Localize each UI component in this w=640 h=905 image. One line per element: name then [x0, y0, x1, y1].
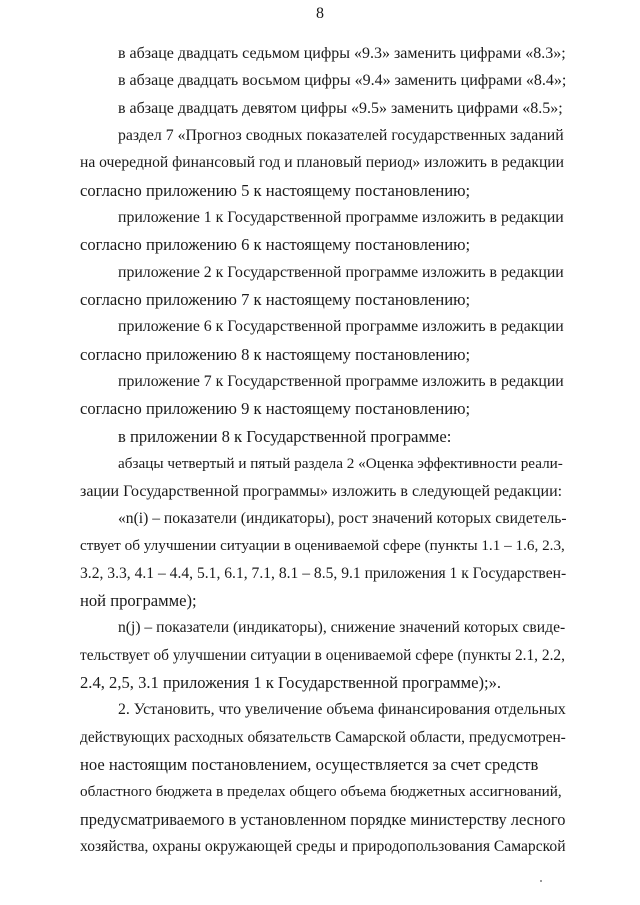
text-line: согласно приложению 6 к настоящему постановлению;	[80, 235, 471, 255]
text-line: приложение 2 к Государственной программе изложить в редакции	[118, 263, 564, 281]
text-line: областного бюджета в пределах общего объема бюджетных ассигнований,	[80, 783, 562, 801]
text-line: на очередной финансовый год и плановый период» изложить в редакции	[80, 154, 564, 172]
text-line: приложение 6 к Государственной программе изложить в редакции	[118, 318, 564, 336]
scan-speck	[540, 880, 542, 882]
text-line: приложение 7 к Государственной программе изложить в редакции	[118, 373, 564, 391]
text-line: ное настоящим постановлением, осуществляется за счет средств	[80, 754, 539, 774]
text-line: «n(i) – показатели (индикаторы), рост значений которых свидетель-	[118, 509, 567, 527]
text-line: согласно приложению 9 к настоящему постановлению;	[80, 399, 471, 419]
text-line: согласно приложению 5 к настоящему постановлению;	[80, 180, 471, 200]
text-line: действующих расходных обязательств Самарской области, предусмотрен-	[80, 728, 566, 746]
text-line: ствует об улучшении ситуации в оцениваемой сфере (пункты 1.1 – 1.6, 2.3,	[80, 537, 565, 555]
text-line: ной программе);	[80, 590, 197, 610]
text-line: раздел 7 «Прогноз сводных показателей государственных заданий	[118, 127, 564, 145]
text-line: тельствует об улучшении ситуации в оцениваемой сфере (пункты 2.1, 2.2,	[80, 646, 565, 664]
document-body	[80, 40, 567, 860]
page-number: 8	[316, 5, 324, 22]
text-line: в абзаце двадцать девятом цифры «9.5» заменить цифрами «8.5»;	[118, 99, 563, 117]
text-line: n(j) – показатели (индикаторы), снижение значений которых свиде-	[118, 619, 566, 637]
text-line: в абзаце двадцать седьмом цифры «9.3» заменить цифрами «8.3»;	[118, 45, 566, 62]
text-line: абзацы четвертый и пятый раздела 2 «Оценка эффективности реали-	[118, 455, 563, 473]
text-line: приложение 1 к Государственной программе изложить в редакции	[118, 209, 564, 227]
text-line: зации Государственной программы» изложить в следующей редакции:	[80, 482, 563, 500]
text-line: в абзаце двадцать восьмом цифры «9.4» заменить цифрами «8.4»;	[118, 72, 567, 90]
text-line: согласно приложению 7 к настоящему постановлению;	[80, 290, 471, 310]
text-line: 2. Установить, что увеличение объема финансирования отдельных	[118, 701, 566, 719]
text-line: согласно приложению 8 к настоящему постановлению;	[80, 344, 471, 364]
text-line: хозяйства, охраны окружающей среды и природопользования Самарской	[80, 837, 566, 855]
text-line: 3.2, 3.3, 4.1 – 4.4, 5.1, 6.1, 7.1, 8.1 – 8.5, 9.1 приложения 1 к Государствен-	[80, 564, 567, 582]
text-line: 2.4, 2,5, 3.1 приложения 1 к Государственной программе);».	[80, 672, 502, 692]
text-line: в приложении 8 к Государственной программе:	[118, 426, 452, 446]
text-line: предусматриваемого в установленном порядке министерству лесного	[80, 809, 566, 829]
